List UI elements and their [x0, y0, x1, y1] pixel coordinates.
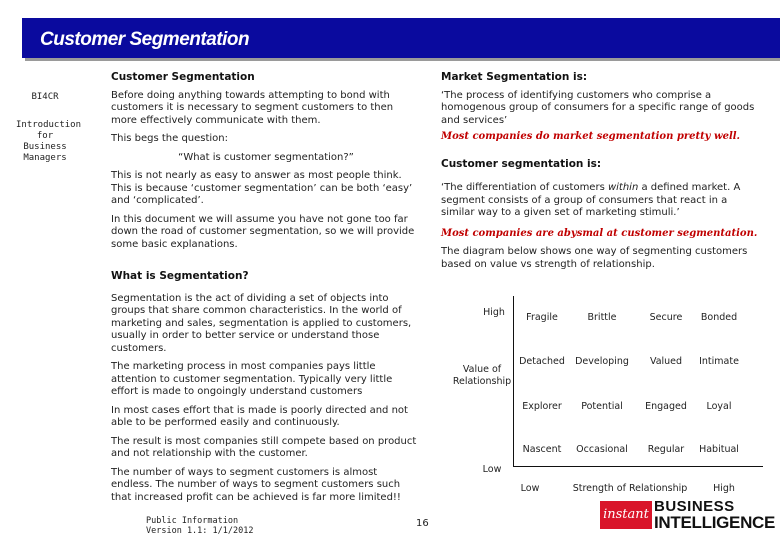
definition-part-b: a defined market. A segment consists of a group of consumers that react in a similar way to a given set of marketing stimuli.’ [441, 182, 741, 218]
segment-cell: Explorer [522, 401, 562, 412]
what-is-segmentation-heading: What is Segmentation? [111, 270, 249, 282]
diagram-intro: The diagram below shows one way of segmenting customers based on value vs strength of relationship. [441, 246, 748, 270]
definition-emphasis: within [607, 182, 639, 193]
left-paragraph-3: This is not nearly as easy to answer as most people think. This is because ‘customer segmentation’ can be both ‘easy’ and ‘complicated’. [111, 170, 413, 206]
footer-info [146, 516, 253, 536]
segment-cell: Engaged [645, 401, 687, 412]
version-info: Version 1.1: 1/1/2012 [146, 526, 254, 536]
definition-part-a: ‘The differentiation of customers [441, 182, 608, 193]
x-axis-high: High [713, 483, 735, 494]
x-axis-low: Low [520, 483, 540, 494]
left-paragraph-4: In this document we will assume you have not gone too far down the road of customer segmentation, so we will provide some basic explanations. [111, 213, 415, 250]
market-segmentation-definition: ‘The process of identifying customers who comprise a homogenous group of consumers for a specific range of goods and services’ [441, 89, 755, 126]
segment-cell: Bonded [700, 312, 738, 323]
segment-cell: Detached [519, 356, 565, 367]
customer-segmentation-definition [441, 182, 763, 220]
logo-intelligence: INTELLIGENCE [654, 513, 776, 532]
segment-cell: Developing [575, 356, 629, 367]
segment-cell: Intimate [699, 356, 739, 367]
y-axis-label: Value of Relationship [452, 364, 512, 387]
y-axis-low: Low [482, 464, 502, 475]
right-column [441, 71, 763, 277]
segment-cell: Brittle [587, 312, 617, 323]
header-bar [22, 18, 780, 58]
left-paragraph-1: Before doing anything towards attempting to bond with customers it is necessary to segment customers to then more effectively communicate with them. [111, 89, 394, 126]
segment-cell: Regular [647, 444, 685, 455]
page-title: Customer Segmentation [40, 29, 250, 50]
market-segmentation-heading: Market Segmentation is: [441, 71, 588, 83]
segment-cell: Potential [581, 401, 623, 412]
left-paragraph-2: This begs the question: [111, 133, 229, 144]
segment-cell: Loyal [706, 401, 732, 412]
sidebar-code: BI4CR [31, 92, 59, 102]
page-number: 16 [416, 518, 429, 529]
left-paragraph-7: In most cases effort that is made is poorly directed and not able to be performed easily and continuously. [111, 404, 408, 428]
left-column-top [111, 71, 421, 257]
left-quote: “What is customer segmentation?” [178, 151, 354, 163]
segment-cell: Habitual [699, 444, 739, 455]
y-axis-high: High [483, 307, 505, 318]
left-paragraph-9: The number of ways to segment customers is almost endless. The number of ways to segment customers such that increased profit can be achieved is far more limited!! [111, 466, 401, 503]
instant-business-intelligence-logo [600, 499, 776, 533]
segment-cell: Valued [649, 356, 683, 367]
segment-cell: Fragile [526, 312, 558, 323]
left-paragraph-8: The result is most companies still compete based on product and not relationship with the customer. [111, 435, 417, 459]
logo-business: BUSINESS [654, 498, 735, 515]
left-column-bottom [111, 270, 421, 510]
x-axis-label: Strength of Relationship [572, 483, 688, 494]
segment-cell: Nascent [522, 444, 562, 455]
left-paragraph-5: Segmentation is the act of dividing a set of objects into groups that share common characteristics. In the world of marketing and sales, segmentation is applied to customers, usually in order to better service or understand those customers. [111, 292, 412, 354]
sidebar-subtitle: Introduction for Business Managers [16, 120, 82, 163]
segment-cell: Secure [649, 312, 683, 323]
customer-segmentation-heading: Customer Segmentation [111, 71, 255, 83]
customer-segmentation-note: Most companies are abysmal at customer segmentation. [441, 227, 758, 239]
public-information: Public Information [146, 516, 239, 526]
segment-cell: Occasional [576, 444, 628, 455]
logo-instant: instant [600, 501, 652, 529]
market-segmentation-note: Most companies do market segmentation pretty well. [441, 131, 741, 142]
left-paragraph-6: The marketing process in most companies pays little attention to customer segmentation. Typically very little effort is made to ongoingly understand customers [111, 361, 393, 397]
x-axis-line [513, 466, 763, 467]
customer-segmentation-is-heading: Customer segmentation is: [441, 157, 602, 170]
